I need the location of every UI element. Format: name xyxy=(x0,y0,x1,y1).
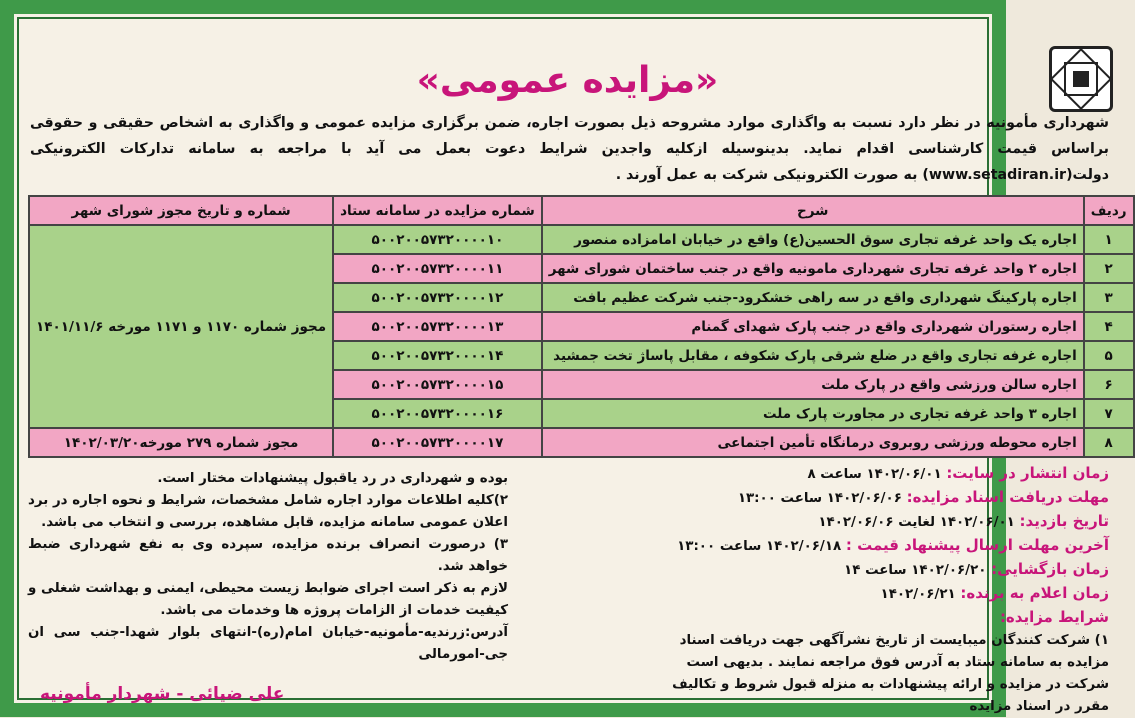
table-header-row xyxy=(29,196,1134,225)
row-idx: ۲ xyxy=(1084,254,1134,283)
row-code: ۵۰۰۲۰۰۵۷۳۲۰۰۰۰۱۴ xyxy=(333,341,542,370)
table-row xyxy=(29,225,1134,254)
condition-1: ۱) شرکت کنندگان میبایست از تاریخ نشرآگهی جهت دریافت اسناد مزایده به سامانه ستاد به آدرس فوق مراجعه نمایند . بدیهی است شرکت در مزایده و ارائه پیشنهادات به منزله قبول شروط و تکالیف مقرر در اسناد مزایده xyxy=(672,633,1109,714)
row-code: ۵۰۰۲۰۰۵۷۳۲۰۰۰۰۱۳ xyxy=(333,312,542,341)
row-idx: ۷ xyxy=(1084,399,1134,428)
row-idx: ۵ xyxy=(1084,341,1134,370)
winner-value: ۱۴۰۲/۰۶/۲۱ xyxy=(880,587,956,602)
row-code: ۵۰۰۲۰۰۵۷۳۲۰۰۰۰۱۰ xyxy=(333,225,542,254)
header-idx: ردیف xyxy=(1084,196,1134,225)
intro-paragraph: شهرداری مأمونیه در نظر دارد نسبت به واگذاری موارد مشروحه ذیل بصورت اجاره، ضمن برگزاری مزایده عمومی و واگذاری به اشخاص حقیقی و حقوقی براساس قیمت کارشناسی اقدام نماید. بدینوسیله ازکلیه واجدین شرایط دعوت بعمل می آید با مراجعه به سامانه تدارکات الکترونیکی دولت(www.setadiran.ir) به صورت الکترونیکی شرکت به عمل آورند . xyxy=(30,115,1109,183)
row-idx: ۱ xyxy=(1084,225,1134,254)
condition-1-cont: بوده و شهرداری در رد یاقبول پیشنهادات مختار است. xyxy=(157,471,508,486)
row-desc: اجاره پارکینگ شهرداری واقع در سه راهی خشکرود-جنب شرکت عظیم بافت xyxy=(542,283,1084,312)
row-idx: ۴ xyxy=(1084,312,1134,341)
row-desc: اجاره یک واحد غرفه تجاری سوق الحسین(ع) واقع در خیابان امامزاده منصور xyxy=(542,225,1084,254)
deadline-label: آخرین مهلت ارسال پیشنهاد قیمت : xyxy=(845,536,1109,554)
winner-label: زمان اعلام به برنده: xyxy=(960,584,1109,602)
opening-line xyxy=(639,558,1109,582)
conditions-continued xyxy=(28,468,508,666)
page-title: «مزایده عمومی» xyxy=(416,60,719,101)
receive-value: ۱۴۰۲/۰۶/۰۶ ساعت ۱۳:۰۰ xyxy=(737,491,902,506)
condition-note: لازم به ذکر است اجرای ضوابط زیست محیطی، ایمنی و بهداشت شغلی و کیفیت خدمات از الزامات پروژه ها وخدمات می باشد. xyxy=(28,581,508,618)
winner-line xyxy=(639,582,1109,606)
row-code: ۵۰۰۲۰۰۵۷۳۲۰۰۰۰۱۱ xyxy=(333,254,542,283)
visit-label: تاریخ بازدید: xyxy=(1019,512,1109,530)
row-code: ۵۰۰۲۰۰۵۷۳۲۰۰۰۰۱۵ xyxy=(333,370,542,399)
permit-cell-8: مجوز شماره ۲۷۹ مورخه۱۴۰۲/۰۳/۲۰ xyxy=(29,428,333,457)
row-idx: ۸ xyxy=(1084,428,1134,457)
row-desc: اجاره ۳ واحد غرفه تجاری در مجاورت پارک ملت xyxy=(542,399,1084,428)
header-permit: شماره و تاریخ مجوز شورای شهر xyxy=(29,196,333,225)
row-code: ۵۰۰۲۰۰۵۷۳۲۰۰۰۰۱۷ xyxy=(333,428,542,457)
opening-label: زمان بازگشایی: xyxy=(991,560,1109,578)
deadline-line xyxy=(639,534,1109,558)
row-desc: اجاره رستوران شهرداری واقع در جنب پارک شهدای گمنام xyxy=(542,312,1084,341)
dates-section xyxy=(639,462,1109,718)
address: آدرس:زرندیه-مأمونیه-خیابان امام(ره)-انتهای بلوار شهدا-جنب سی ان جی-امورمالی xyxy=(28,625,508,662)
receive-line xyxy=(639,486,1109,510)
row-code: ۵۰۰۲۰۰۵۷۳۲۰۰۰۰۱۲ xyxy=(333,283,542,312)
conditions-line xyxy=(639,606,1109,630)
conditions-label: شرایط مزایده: xyxy=(999,608,1109,626)
row-desc: اجاره سالن ورزشی واقع در پارک ملت xyxy=(542,370,1084,399)
table-row xyxy=(29,428,1134,457)
row-desc: اجاره محوطه ورزشی روبروی درمانگاه تأمین اجتماعی xyxy=(542,428,1084,457)
condition-2: ۲)کلیه اطلاعات موارد اجاره شامل مشخصات، شرایط و نحوه اجاره در برد اعلان عمومی سامانه مزایده، قابل مشاهده، بررسی و انتخاب می باشد. xyxy=(28,493,508,530)
permit-cell: مجوز شماره ۱۱۷۰ و ۱۱۷۱ مورخه ۱۴۰۱/۱۱/۶ xyxy=(29,225,333,428)
opening-value: ۱۴۰۲/۰۶/۲۰ ساعت ۱۴ xyxy=(844,563,987,578)
publish-label: زمان انتشار در سایت: xyxy=(946,464,1109,482)
header-code: شماره مزایده در سامانه ستاد xyxy=(333,196,542,225)
publish-line xyxy=(639,462,1109,486)
row-idx: ۶ xyxy=(1084,370,1134,399)
header-desc: شرح xyxy=(542,196,1084,225)
publish-value: ۱۴۰۲/۰۶/۰۱ ساعت ۸ xyxy=(807,467,942,482)
row-idx: ۳ xyxy=(1084,283,1134,312)
row-desc: اجاره ۲ واحد غرفه تجاری شهرداری مامونیه واقع در جنب ساختمان شورای شهر xyxy=(542,254,1084,283)
deadline-value: ۱۴۰۲/۰۶/۱۸ ساعت ۱۳:۰۰ xyxy=(677,539,842,554)
row-code: ۵۰۰۲۰۰۵۷۳۲۰۰۰۰۱۶ xyxy=(333,399,542,428)
signature: علی ضیائی - شهردار مأمونیه xyxy=(40,684,285,704)
row-desc: اجاره غرفه تجاری واقع در ضلع شرقی پارک شکوفه ، مقابل پاساژ تخت جمشید xyxy=(542,341,1084,370)
auction-table xyxy=(28,195,1135,458)
condition-3: ۳) درصورت انصراف برنده مزایده، سپرده وی به نفع شهرداری ضبط خواهد شد. xyxy=(28,537,508,574)
receive-label: مهلت دریافت اسناد مزایده: xyxy=(906,488,1109,506)
visit-value: ۱۴۰۲/۰۶/۰۱ لغایت ۱۴۰۲/۰۶/۰۶ xyxy=(818,515,1015,530)
visit-line xyxy=(639,510,1109,534)
